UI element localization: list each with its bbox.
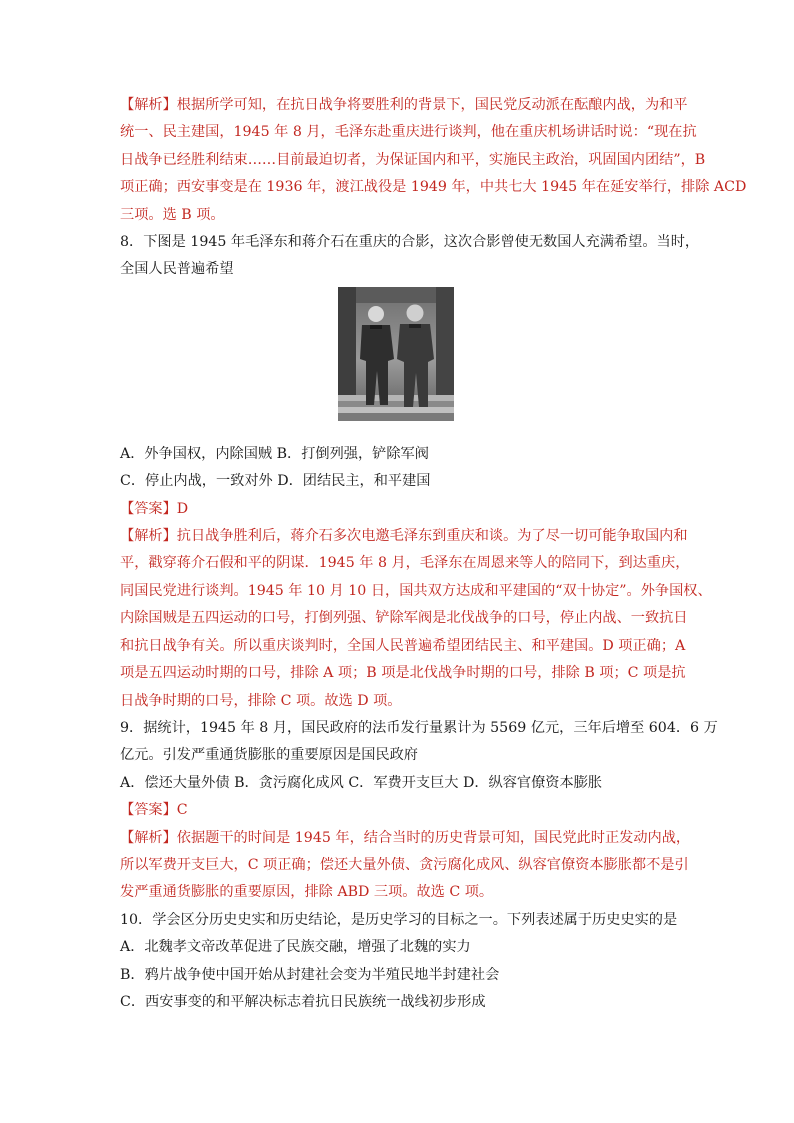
question-9-stem-line-1: 9．据统计，1945 年 8 月，国民政府的法币发行量累计为 5569 亿元，三年后增至 604．6 万 bbox=[120, 719, 718, 736]
question-10-option-a: A．北魏孝文帝改革促进了民族交融，增强了北魏的实力 bbox=[120, 939, 471, 956]
analysis-q8-line-5: 和抗日战争有关。所以重庆谈判时，全国人民普遍希望团结民主、和平建国。D 项正确；A bbox=[120, 637, 686, 654]
document-page bbox=[120, 92, 747, 1016]
analysis-q7-line-4: 项正确；西安事变是在 1936 年，渡江战役是 1949 年，中共七大 1945 年在延安举行，排除 ACD bbox=[120, 179, 747, 196]
question-9-options: A．偿还大量外债 B．贪污腐化成风 C．军费开支巨大 D．纵容官僚资本膨胀 bbox=[120, 774, 603, 791]
analysis-q8-line-2: 平，戳穿蒋介石假和平的阴谋．1945 年 8 月，毛泽东在周恩来等人的陪同下，到达重庆， bbox=[120, 555, 690, 572]
question-8-options-cd: C．停止内战，一致对外 D．团结民主，和平建国 bbox=[120, 473, 431, 490]
answer-tag: 【答案】 bbox=[120, 500, 177, 517]
question-10-stem: 10．学会区分历史史实和历史结论，是历史学习的目标之一。下列表述属于历史史实的是 bbox=[120, 911, 678, 928]
analysis-q9-line-2: 所以军费开支巨大，C 项正确；偿还大量外债、贪污腐化成风、纵容官僚资本膨胀都不是引 bbox=[120, 856, 689, 873]
answer-value: C bbox=[176, 802, 188, 819]
answer-q9 bbox=[120, 797, 680, 824]
photo-container bbox=[120, 287, 680, 437]
answer-q8 bbox=[120, 496, 680, 523]
analysis-q9-line-1: 【解析】依据题干的时间是 1945 年，结合当时的历史背景可知，国民党此时正发动内战， bbox=[120, 829, 691, 846]
answer-tag: 【答案】 bbox=[120, 802, 177, 819]
analysis-q8-line-7: 日战争时期的口号，排除 C 项。故选 D 项。 bbox=[120, 692, 402, 709]
analysis-q8-line-3: 同国民党进行谈判。1945 年 10 月 10 日，国共双方达成和平建国的“双十协定”。外争国权、 bbox=[120, 582, 712, 599]
analysis-q7-line-3: 日战争已经胜利结束……目前最迫切者，为保证国内和平，实施民主政治，巩固国内团结”，B bbox=[120, 151, 706, 168]
analysis-q8-line-4: 内除国贼是五四运动的口号，打倒列强、铲除军阀是北伐战争的口号，停止内战、一致抗日 bbox=[120, 610, 688, 627]
analysis-q7-line-5: 三项。选 B 项。 bbox=[120, 206, 225, 223]
question-10-option-b: B．鸦片战争使中国开始从封建社会变为半殖民地半封建社会 bbox=[120, 966, 500, 983]
historical-photo bbox=[338, 287, 454, 421]
analysis-q9-line-3: 发严重通货膨胀的重要原因，排除 ABD 三项。故选 C 项。 bbox=[120, 884, 494, 901]
question-8-stem-line-1: 8．下图是 1945 年毛泽东和蒋介石在重庆的合影，这次合影曾使无数国人充满希望。当时， bbox=[120, 234, 700, 251]
question-8-stem-line-2: 全国人民普遍希望 bbox=[120, 261, 234, 278]
analysis-tag: 【解析】 bbox=[120, 829, 177, 846]
analysis-tag: 【解析】 bbox=[120, 97, 177, 113]
analysis-q8-line-6: 项是五四运动时期的口号，排除 A 项；B 项是北伐战争时期的口号，排除 B 项；C 项是抗 bbox=[120, 665, 686, 682]
analysis-q8-line-1: 【解析】抗日战争胜利后，蒋介石多次电邀毛泽东到重庆和谈。为了尽一切可能争取国内和 bbox=[120, 528, 688, 545]
question-10-option-c: C．西安事变的和平解决标志着抗日民族统一战线初步形成 bbox=[120, 993, 486, 1010]
question-9-stem-line-2: 亿元。引发严重通货膨胀的重要原因是国民政府 bbox=[120, 747, 418, 764]
analysis-q7-line-2: 统一、民主建国，1945 年 8 月，毛泽东赴重庆进行谈判，他在重庆机场讲话时说：“现在抗 bbox=[120, 124, 697, 141]
question-8-options-ab: A．外争国权，内除国贼 B．打倒列强，铲除军阀 bbox=[120, 445, 429, 462]
analysis-q7-line-1: 【解析】根据所学可知，在抗日战争将要胜利的背景下，国民党反动派在酝酿内战，为和平 bbox=[120, 97, 688, 113]
answer-value: D bbox=[176, 500, 189, 517]
analysis-tag: 【解析】 bbox=[120, 528, 177, 545]
